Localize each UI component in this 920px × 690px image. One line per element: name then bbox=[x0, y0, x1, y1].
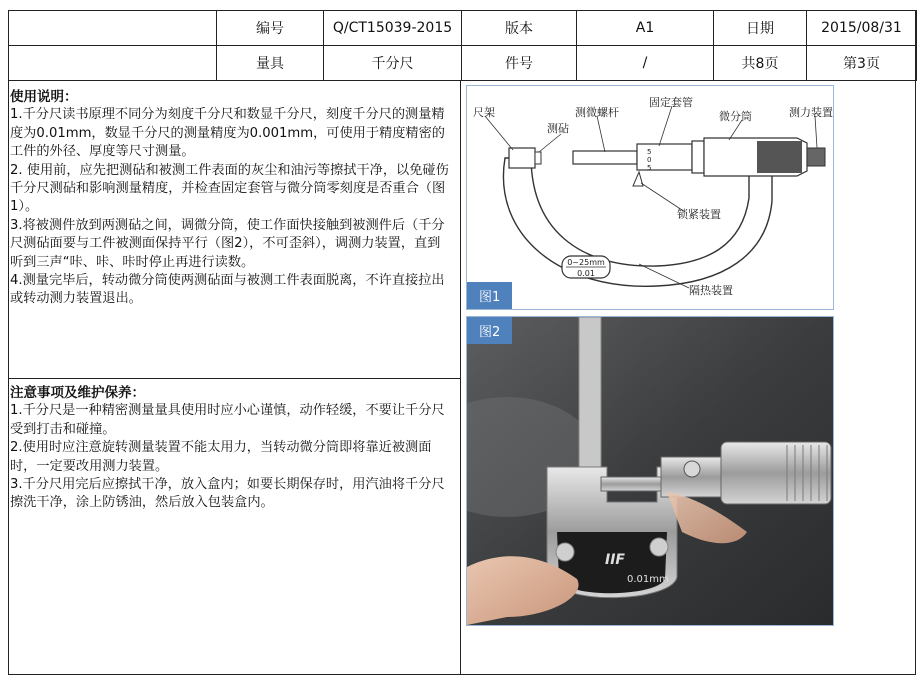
label-insulation: 隔热装置 bbox=[689, 284, 733, 297]
frame-rivet-left bbox=[556, 543, 574, 561]
date-value: 2015/08/31 bbox=[807, 11, 917, 46]
version-value: A1 bbox=[577, 11, 714, 46]
label-lock: 锁紧装置 bbox=[677, 208, 721, 221]
usage-paragraph-4: 4.测量完毕后，转动微分筒使两测砧面与被测工件表面脱离，不许直接拉出或转动测力装置退出。 bbox=[10, 273, 445, 307]
label-anvil: 测砧 bbox=[547, 122, 569, 135]
maintenance-title: 注意事项及维护保养： bbox=[10, 385, 145, 401]
label-ratchet: 测力装置 bbox=[789, 106, 833, 119]
sleeve-body bbox=[637, 144, 692, 170]
usage-paragraph-3: 3.将被测件放到两测砧之间，调微分筒，使工作面快接触到被测件后（千分尺测砧面要与工件被测面保持平行（图2），不可歪斜），调测力装置，直到听到三声“咔、咔、咔时停止再进行读数。 bbox=[10, 217, 445, 270]
spindle bbox=[573, 151, 637, 164]
label-thimble: 微分筒 bbox=[719, 110, 752, 123]
sleeve-scale-mark-1: 5 bbox=[647, 148, 652, 156]
version-label: 版本 bbox=[462, 11, 577, 46]
column-divider bbox=[460, 80, 461, 675]
maintenance-paragraph-2: 2.使用时应注意旋转测量装置不能太用力，当转动微分筒即将靠近被测面时，一定要改用测力装置。 bbox=[10, 440, 432, 474]
doc-number-value: Q/CT15039-2015 bbox=[324, 11, 462, 46]
total-pages: 共8页 bbox=[714, 46, 807, 81]
tool-type-label: 量具 bbox=[217, 46, 324, 81]
photo-spindle bbox=[601, 477, 661, 491]
tool-type-value: 千分尺 bbox=[324, 46, 462, 81]
plate-resolution: 0.01 bbox=[577, 269, 595, 278]
lock-screw bbox=[684, 461, 700, 477]
plate-range: 0~25mm bbox=[567, 258, 605, 267]
figure-2-tag: 图2 bbox=[467, 317, 512, 344]
header-table bbox=[8, 10, 917, 81]
usage-section bbox=[10, 88, 450, 309]
header-row-2 bbox=[9, 46, 917, 81]
maintenance-section bbox=[10, 384, 450, 513]
header-blank bbox=[9, 11, 217, 46]
maintenance-paragraph-1: 1.千分尺是一种精密测量量具使用时应小心谨慎，动作轻缓，不要让千分尺受到打击和碰撞。 bbox=[10, 403, 445, 437]
ratchet-knob bbox=[807, 148, 825, 166]
figure-2-photo bbox=[466, 316, 834, 626]
maintenance-paragraph-3: 3.千分尺用完后应擦拭干净，放入盒内；如要长期保存时，用汽油将千分尺擦洗干净，涂上防锈油，然后放入包装盒内。 bbox=[10, 477, 445, 511]
part-number-value: / bbox=[577, 46, 714, 81]
sleeve-collar bbox=[692, 141, 704, 173]
part-number-label: 件号 bbox=[462, 46, 577, 81]
anvil-face bbox=[535, 152, 541, 164]
frame-rivet-right bbox=[650, 538, 668, 556]
section-divider bbox=[8, 378, 460, 379]
sleeve-scale-mark-3: 5 bbox=[647, 164, 652, 172]
figure-1-tag: 图1 bbox=[467, 282, 512, 309]
label-sleeve: 固定套管 bbox=[649, 96, 693, 109]
anvil-block bbox=[509, 148, 535, 168]
photo-thimble bbox=[721, 442, 831, 504]
label-frame: 尺架 bbox=[473, 106, 495, 119]
frame-resolution: 0.01mm bbox=[627, 574, 669, 585]
header-row-1 bbox=[9, 11, 917, 46]
thimble-knurl bbox=[757, 141, 802, 173]
brand-logo: IIF bbox=[605, 552, 625, 568]
header-blank-2 bbox=[9, 46, 217, 81]
figure-1-diagram bbox=[466, 85, 834, 310]
label-spindle: 测微螺杆 bbox=[575, 106, 619, 119]
usage-title: 使用说明： bbox=[10, 89, 78, 105]
usage-paragraph-2: 2. 使用前，应先把测砧和被测工件表面的灰尘和油污等擦拭干净，以免碰伤千分尺测砧和影响测量精度，并检查固定套管与微分筒零刻度是否重合（图1）。 bbox=[10, 162, 449, 215]
sleeve-scale-mark-2: 0 bbox=[647, 156, 652, 164]
date-label: 日期 bbox=[714, 11, 807, 46]
page-number: 第3页 bbox=[807, 46, 917, 81]
micrometer-photo bbox=[467, 317, 833, 625]
doc-number-label: 编号 bbox=[217, 11, 324, 46]
lock-lever-icon bbox=[633, 172, 643, 186]
micrometer-diagram bbox=[467, 86, 833, 309]
usage-paragraph-1: 1.千分尺读书原理不同分为刻度千分尺和数显千分尺，刻度千分尺的测量精度为0.01mm，数显千分尺的测量精度为0.001mm，可使用于精度精密的工件的外径、厚度等尺寸测量。 bbox=[10, 107, 445, 160]
